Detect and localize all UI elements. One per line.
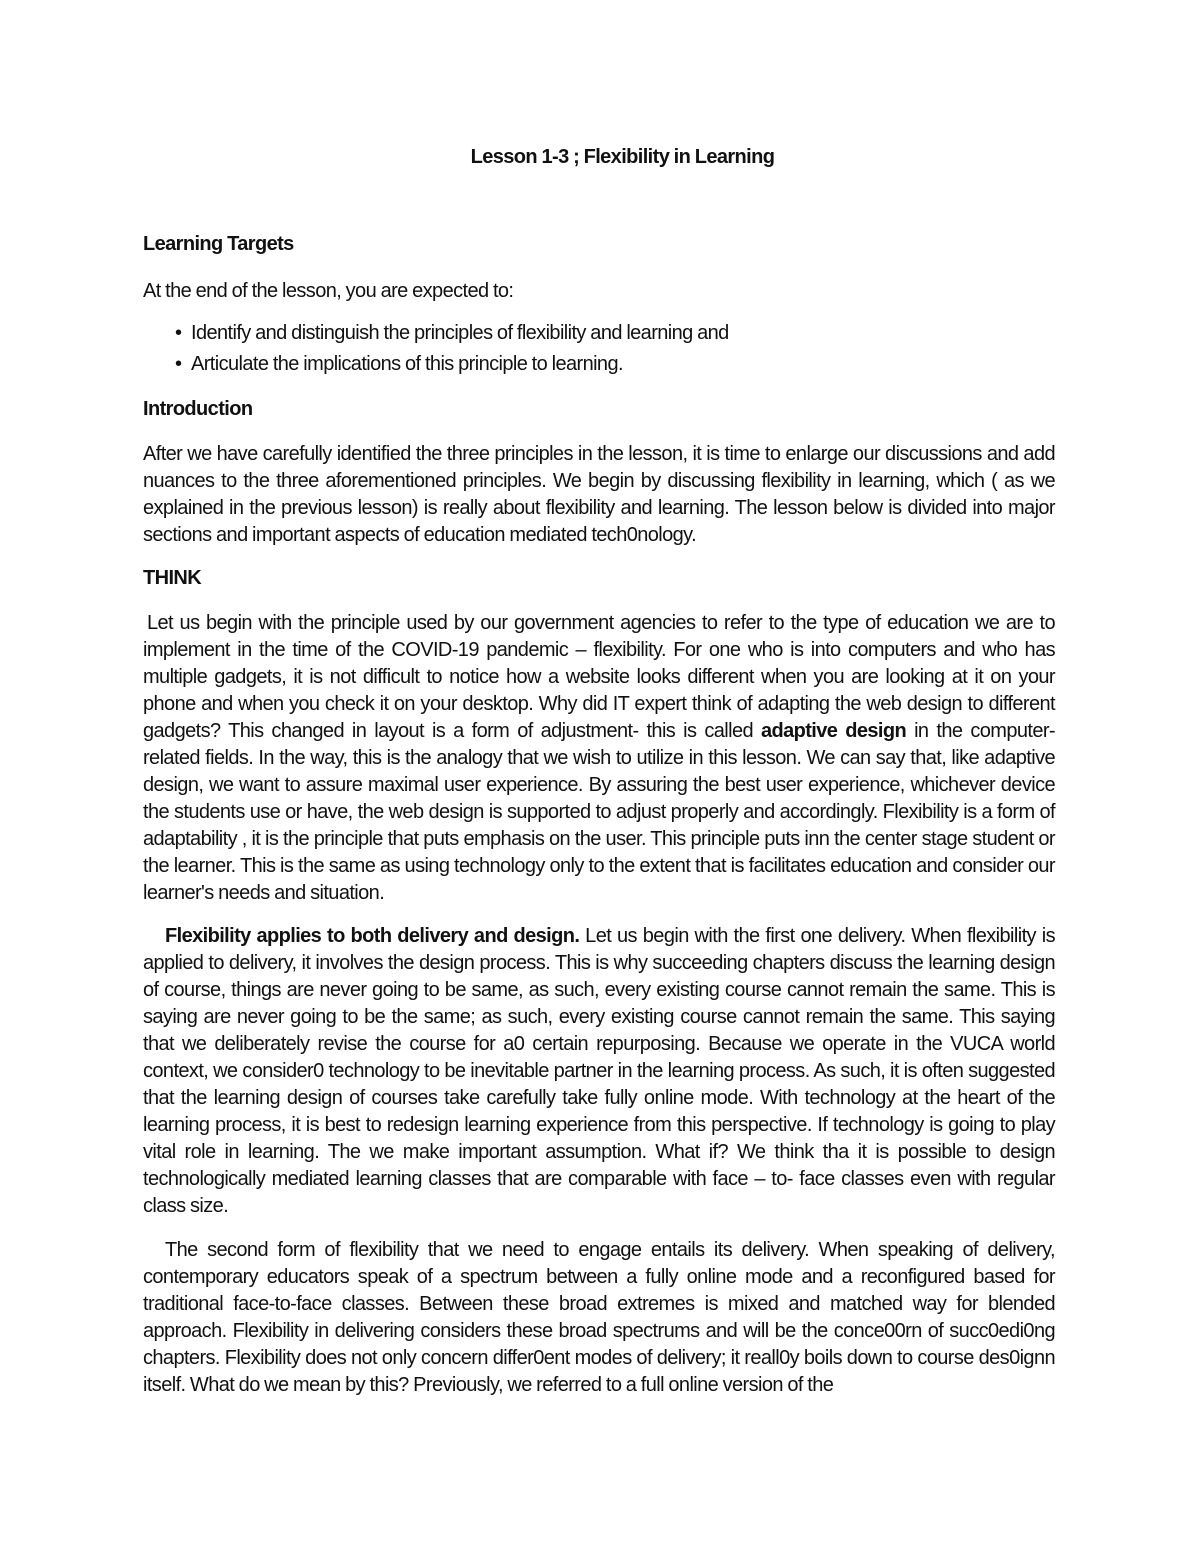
list-item-text: Articulate the implications of this principle to learning.: [191, 353, 623, 375]
page-title: Lesson 1-3 ; Flexibility in Learning: [470, 146, 775, 168]
think-paragraph-1: [143, 610, 1055, 907]
introduction-paragraph: After we have carefully identified the three principles in the lesson, it is time to enlarge our discussions and add nuances to the three aforementioned principles. We begin by discussing flexibility in learning, which ( as we explained in the previous lesson) is really about flexibility and learning. The lesson below is divided into major sections and important aspects of education mediated tech0nology.: [143, 443, 1055, 546]
list-item-text: Identify and distinguish the principles of flexibility and learning and: [191, 322, 729, 344]
bullet-icon: •: [175, 322, 182, 344]
flexibility-lead-sentence: Flexibility applies to both delivery and design.: [165, 925, 580, 947]
bullet-icon: •: [175, 353, 182, 375]
think-p2-text: Let us begin with the first one delivery. When flexibility is applied to delivery, it involves the design process. This is why succeeding chapters discuss the learning design of course, things are never going to be same, as such, every existing course cannot remain the same. This is saying are never going to be the same; as such, every existing course cannot remain the same. This saying that we deliberately revise the course for a0 certain repurposing. Because we operate in the VUCA world context, we consider0 technology to be inevitable partner in the learning process. As such, it is often suggested that the learning design of courses take carefully take fully online mode. With technology at the heart of the learning process, it is best to redesign learning experience from this perspective. If technology is going to play vital role in learning. The we make important assumption. What if? We think tha it is possible to design technologically mediated learning classes that are comparable with face – to- face classes even with regular class size.: [143, 925, 1056, 1217]
introduction-heading: Introduction: [143, 398, 253, 420]
list-item: [175, 320, 729, 347]
learning-targets-intro: At the end of the lesson, you are expected to:: [143, 280, 514, 302]
think-p1-text-a: Let us begin with the principle used by our government agencies to refer to the type of education we are to implement in the time of the COVID-19 pandemic – flexibility. For one who is into computers and who has multiple gadgets, it is not difficult to notice how a website looks different when you are looking at it on your phone and when you check it on your desktop. Why did IT expert think of adapting the web design to different gadgets? This changed in layout is a form of adjustment- this is called: [143, 612, 1055, 742]
adaptive-design-term: adaptive design: [760, 720, 907, 742]
think-p1-text-b: in the computer- related fields. In the way, this is the analogy that we wish to utilize in this lesson. We can say that, like adaptive design, we want to assure maximal user experience. By assuring the best user experience, whichever device the students use or have, the web design is supported to adjust properly and accordingly. Flexibility is a form of adaptability , it is the principle that puts emphasis on the user. This principle puts inn the center stage student or the learner. This is the same as using technology only to the extent that is facilitates education and consider our learner's needs and situation.: [143, 720, 1055, 904]
list-item: [175, 351, 729, 378]
learning-targets-heading: Learning Targets: [143, 233, 294, 255]
think-paragraph-2: [143, 923, 1055, 1220]
think-paragraph-3: The second form of flexibility that we need to engage entails its delivery. When speaking of delivery, contemporary educators speak of a spectrum between a fully online mode and a reconfigured based for traditional face-to-face classes. Between these broad extremes is mixed and matched way for blended approach. Flexibility in delivering considers these broad spectrums and will be the conce00rn of succ0edi0ng chapters. Flexibility does not only concern differ0ent modes of delivery; it reall0y boils down to course des0ignn itself. What do we mean by this? Previously, we referred to a full online version of the: [143, 1239, 1055, 1396]
learning-targets-list: [175, 320, 729, 382]
think-heading: THINK: [143, 567, 202, 589]
